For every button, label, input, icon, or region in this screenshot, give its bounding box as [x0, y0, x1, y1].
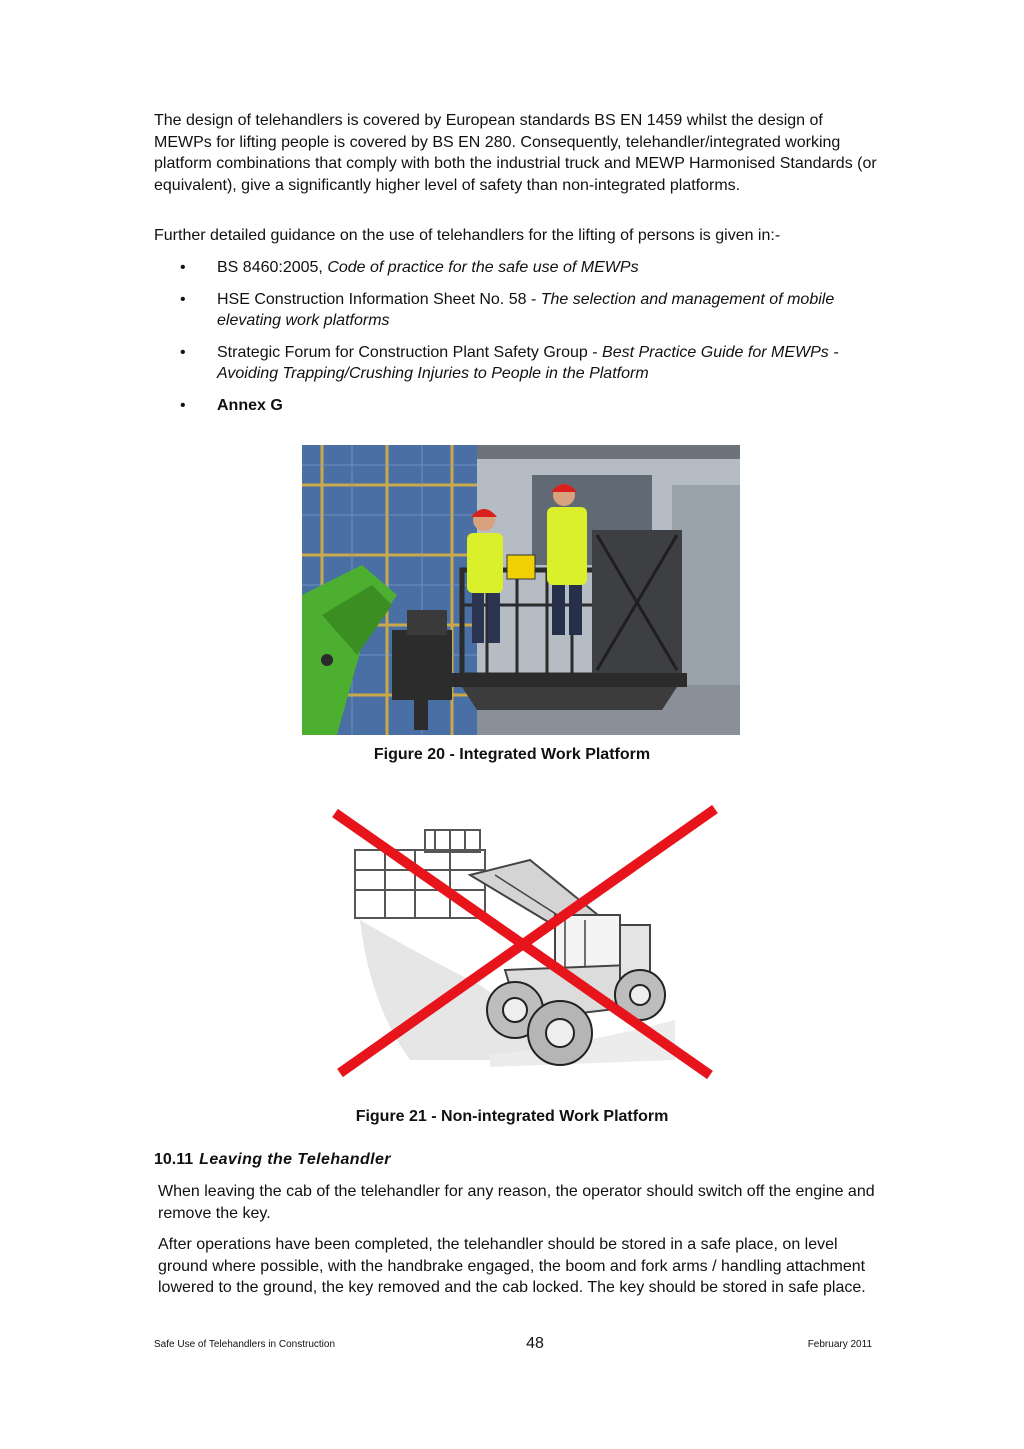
list-item [180, 342, 880, 384]
bullet-title: The selection and management of mobile elevating work platforms [217, 291, 835, 329]
section-number: 10.11 [154, 1151, 194, 1168]
bullet-text: Strategic Forum for Construction Plant Safety Group - [217, 344, 603, 361]
figure-20-photo [302, 445, 740, 735]
section-heading [154, 1151, 391, 1169]
page-number: 48 [526, 1335, 544, 1352]
guidance-list [180, 257, 880, 427]
bullet-icon: • [180, 259, 186, 276]
bullet-title: Best Practice Guide for MEWPs - Avoiding Trapping/Crushing Injuries to People in the Platform [217, 344, 839, 382]
section-title: Leaving the Telehandler [199, 1151, 391, 1168]
bullet-text: HSE Construction Information Sheet No. 58 - [217, 291, 541, 308]
bullet-text: BS 8460:2005, [217, 259, 328, 276]
figure-21-caption: Figure 21 - Non-integrated Work Platform [355, 1108, 669, 1125]
figure-21-drawing [330, 805, 720, 1080]
guidance-intro: Further detailed guidance on the use of telehandlers for the lifting of persons is given in:- [154, 227, 781, 244]
list-item [180, 395, 880, 416]
bullet-icon: • [180, 397, 186, 414]
bullet-title: Code of practice for the safe use of MEWPs [327, 259, 639, 276]
section-paragraph-1: When leaving the cab of the telehandler for any reason, the operator should switch off the engine and remove the key. [158, 1183, 875, 1222]
list-item [180, 257, 880, 278]
intro-paragraph: The design of telehandlers is covered by European standards BS EN 1459 whilst the design of MEWPs for lifting people is covered by BS EN 280. Consequently, telehandler/integrated working platform combinations that comply with both the industrial truck and MEWP Harmonised Standards (or equivalent), give a significantly higher level of safety than non-integrated platforms. [154, 112, 877, 194]
annex-link: Annex G [217, 397, 283, 414]
bullet-icon: • [180, 291, 186, 308]
footer-date: February 2011 [807, 1339, 872, 1350]
section-paragraph-2: After operations have been completed, the telehandler should be stored in a safe place, on level ground where possible, with the handbrake engaged, the boom and fork arms / handling attachment lowered to the ground, the key removed and the cab locked. The key should be stored in safe place. [158, 1236, 866, 1296]
figure-20-caption: Figure 20 - Integrated Work Platform [373, 746, 651, 763]
list-item [180, 289, 880, 331]
bullet-icon: • [180, 344, 186, 361]
footer-title: Safe Use of Telehandlers in Construction [154, 1339, 336, 1350]
